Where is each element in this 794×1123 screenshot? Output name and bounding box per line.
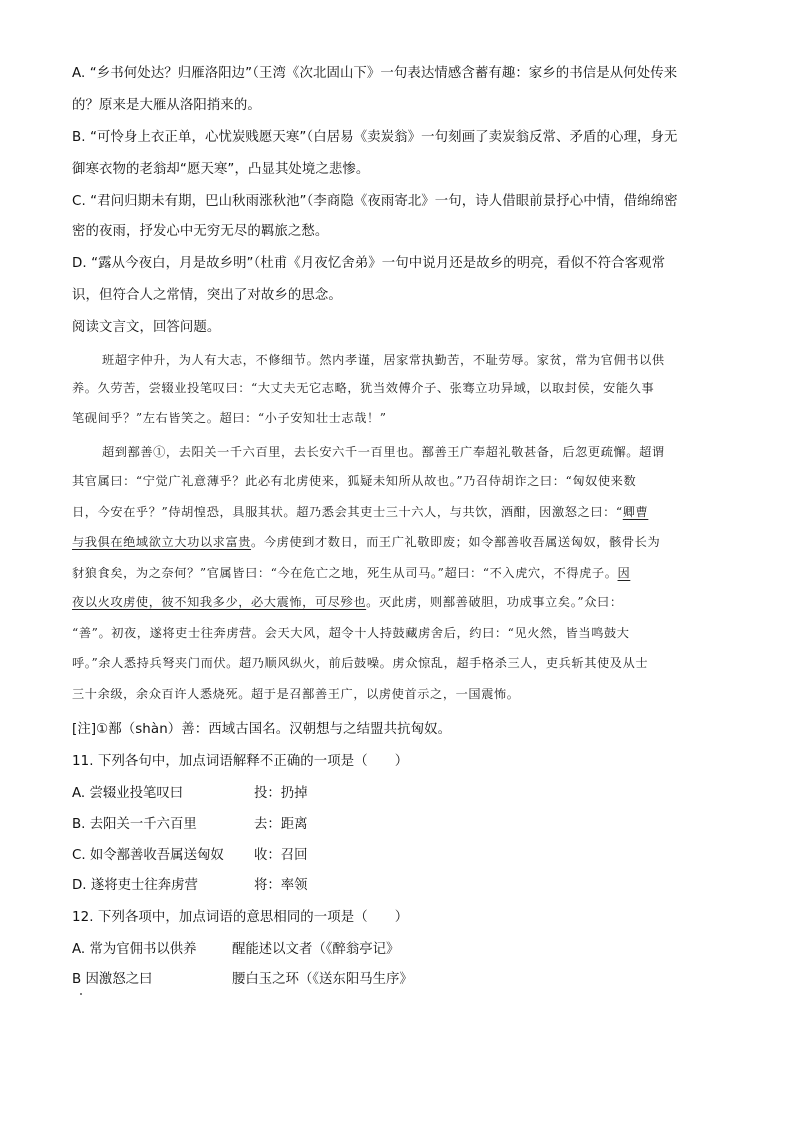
q12-option-a: A. 常为官佣书以供养	[72, 942, 197, 957]
poem-option-c-line2: 密的夜雨，抒发心中无穷无尽的羁旅之愁。	[72, 224, 329, 239]
underlined-phrase: 卿曹	[622, 505, 649, 519]
q11-option-c-gloss: 收：召回	[254, 848, 308, 863]
passage-p2-line5	[72, 563, 630, 583]
q11-option-d-gloss: 将：率领	[254, 878, 308, 893]
passage-p2-line2: 其官属曰：“宁觉广礼意薄乎？此必有北虏使来，狐疑未知所从故也。”乃召侍胡诈之曰：“匈奴使来数	[72, 474, 637, 488]
q11-option-d: D. 遂将吏士往奔虏营	[72, 878, 198, 893]
passage-p2-line4	[72, 532, 660, 552]
question-11-stem: 11. 下列各句中，加点词语解释不正确的一项是（ ）	[72, 754, 409, 769]
passage-p1-line2: 养。久劳苦，尝辍业投笔叹曰：“大丈夫无它志略，犹当效傅介子、张骞立功异域，以取封侯，安能久事	[72, 381, 655, 395]
q12-option-b: B 因激怒之曰	[72, 972, 153, 987]
q12-option-b-compare: 腰白玉之环（《送东阳马生序》	[232, 972, 413, 987]
poem-option-d-line2: 识，但符合人之常情，突出了对故乡的思念。	[72, 288, 342, 303]
passage-p2-line1: 超到鄯善①，去阳关一千六百里，去长安六千一百里也。鄯善王广奉超礼敬甚备，后忽更疏懈。超谓	[102, 445, 665, 459]
passage-p1-line1: 班超字仲升，为人有大志，不修细节。然内孝谨，居家常执勤苦，不耻劳辱。家贫，常为官佣书以供	[102, 353, 665, 367]
poem-option-b-line2: 御寒衣物的老翁却“愿天寒”，凸显其处境之悲惨。	[72, 162, 370, 177]
passage-p2-line3	[72, 502, 648, 522]
question-12-stem: 12. 下列各项中，加点词语的意思相同的一项是（ ）	[72, 910, 409, 925]
poem-option-a-line2: 的？原来是大雁从洛阳捎来的。	[72, 98, 261, 113]
poem-option-b-line1: B. “可怜身上衣正单，心忧炭贱愿天寒”（白居易《卖炭翁》一句刻画了卖炭翁反常、矛盾的心理，身无	[72, 130, 678, 145]
q11-option-a: A. 尝辍业投笔叹曰	[72, 786, 184, 801]
passage-text: 。灭此虏，则鄯善破胆，功成事立矣。”众曰：	[366, 595, 623, 609]
passage-p2-line6	[72, 592, 623, 612]
poem-option-c-line1: C. “君问归期未有期，巴山秋雨涨秋池”（李商隐《夜雨寄北》一句，诗人借眼前景抒心中情，借绵绵密	[72, 194, 678, 209]
underlined-phrase: 因	[617, 566, 631, 580]
stray-mark	[80, 993, 82, 995]
passage-p2-line9: 三十余级，余众百许人悉烧死。超于是召鄯善王广，以虏使首示之，一国震怖。	[72, 687, 520, 701]
q11-option-a-gloss: 投：扔掉	[254, 786, 308, 801]
passage-text: 。今虏使到才数日，而王广礼敬即废；如令鄯善收吾属送匈奴，骸骨长为	[251, 535, 661, 549]
q11-option-c: C. 如令鄯善收吾属送匈奴	[72, 848, 224, 863]
underlined-sentence: 与我俱在绝域欲立大功以求富贵	[72, 535, 252, 549]
passage-p2-line7: “善”。初夜，遂将吏士往奔虏营。会天大风，超令十人持鼓藏虏舍后，约曰：“见火然，皆当鸣鼓大	[72, 626, 630, 640]
passage-text: 日，今安在乎？”侍胡惶恐，具服其状。超乃悉会其吏士三十六人，与共饮，酒酣，因激怒之曰：“	[72, 505, 623, 519]
passage-text: 豺狼食矣，为之奈何？”官属皆曰：“今在危亡之地，死生从司马。”超曰：“不入虎穴，不得虎子。	[72, 566, 618, 580]
underlined-sentence: 夜以火攻虏使，彼不知我多少，必大震怖，可尽殄也	[72, 595, 367, 609]
q11-option-b: B. 去阳关一千六百里	[72, 817, 197, 832]
q12-option-a-compare: 醒能述以文者（《醉翁亭记》	[232, 942, 400, 957]
poem-option-d-line1: D. “露从今夜白，月是故乡明”（杜甫《月夜忆舍弟》一句中说月还是故乡的明亮，看似不符合客观常	[72, 256, 666, 271]
poem-option-a-line1: A. “乡书何处达？归雁洛阳边”（王湾《次北固山下》一句表达情感含蓄有趣：家乡的书信是从何处传来	[72, 66, 678, 81]
passage-p2-line8: 呼。”余人悉持兵弩夹门而伏。超乃顺风纵火，前后鼓噪。虏众惊乱，超手格杀三人，吏兵斩其使及从士	[72, 656, 649, 670]
reading-instruction: 阅读文言文，回答问题。	[72, 320, 221, 335]
footnote: [注]①鄯（shàn）善：西域古国名。汉朝想与之结盟共抗匈奴。	[72, 722, 452, 737]
q11-option-b-gloss: 去：距离	[254, 817, 308, 832]
passage-p1-line3: 笔砚间乎？”左右皆笑之。超曰：“小子安知壮士志哉！”	[72, 411, 387, 425]
